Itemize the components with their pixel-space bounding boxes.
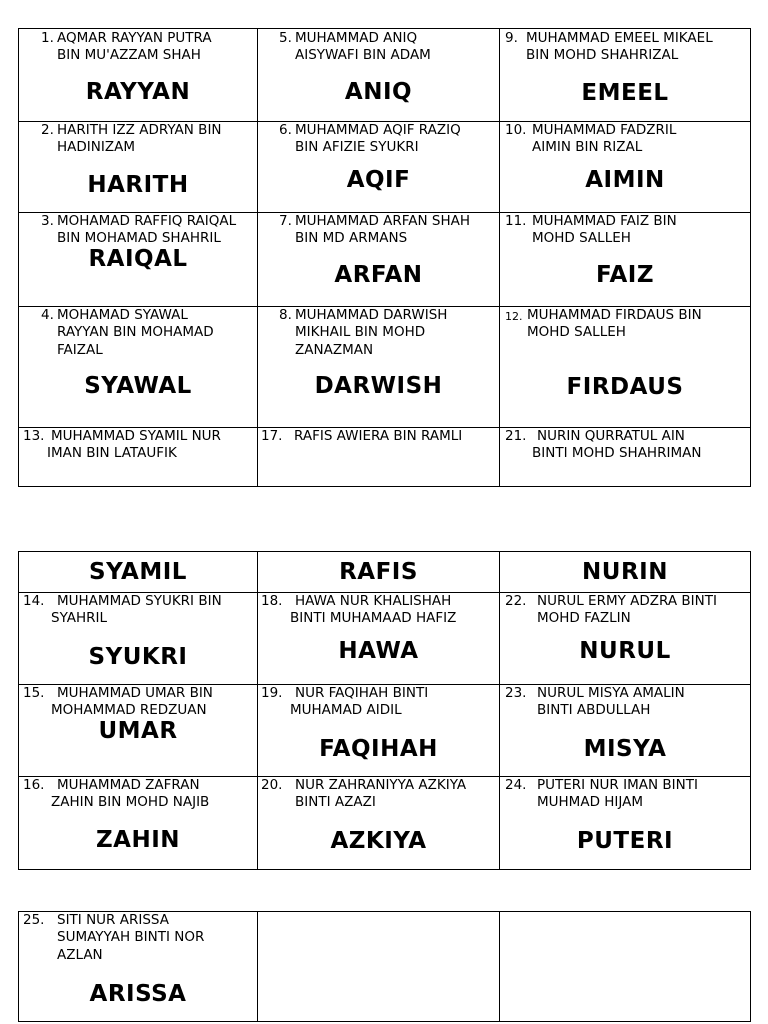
student-number: 9.	[505, 30, 518, 46]
student-number: 6.	[279, 122, 292, 138]
student-full-name: MUHAMMAD SYAMIL NUR IMAN BIN LATAUFIK	[47, 428, 221, 462]
name-card	[500, 29, 751, 122]
student-nickname: RAIQAL	[88, 246, 188, 272]
student-full-name: MUHAMMAD ZAFRAN ZAHIN BIN MOHD NAJIB	[51, 777, 210, 811]
student-nickname: SYUKRI	[88, 644, 188, 670]
student-nickname: AQIF	[346, 167, 411, 193]
student-nickname: AIMIN	[585, 167, 665, 193]
student-nickname: UMAR	[98, 718, 178, 744]
student-full-name: NURIN QURRATUL AIN BINTI MOHD SHAHRIMAN	[532, 428, 702, 462]
student-number: 7.	[279, 213, 292, 229]
name-card-table-3	[18, 911, 751, 1022]
student-nickname: FAQIHAH	[319, 736, 438, 762]
student-number: 10.	[505, 122, 527, 138]
student-nickname: AZKIYA	[330, 828, 427, 854]
name-card	[258, 777, 500, 870]
name-card	[500, 307, 751, 428]
student-full-name: MUHAMMAD FIRDAUS BIN MOHD SALLEH	[527, 307, 702, 341]
student-full-name: MOHAMAD RAFFIQ RAIQAL BIN MOHAMAD SHAHRIL	[57, 213, 237, 247]
student-number: 21.	[505, 428, 527, 444]
name-card	[500, 428, 751, 487]
student-number: 1.	[41, 30, 54, 46]
student-number: 11.	[505, 213, 527, 229]
student-full-name: MUHAMMAD EMEEL MIKAEL BIN MOHD SHAHRIZAL	[526, 30, 713, 64]
student-number: 13.	[23, 428, 45, 444]
name-card	[500, 593, 751, 685]
name-card	[19, 122, 258, 213]
student-full-name: MUHAMMAD FADZRIL AIMIN BIN RIZAL	[532, 122, 677, 156]
student-nickname: MISYA	[583, 736, 667, 762]
student-nickname: HAWA	[338, 638, 419, 664]
name-card	[19, 685, 258, 777]
name-card	[500, 777, 751, 870]
name-card	[19, 777, 258, 870]
student-nickname: ARISSA	[89, 981, 187, 1007]
student-full-name: MUHAMMAD SYUKRI BIN SYAHRIL	[51, 593, 222, 627]
student-number: 8.	[279, 307, 292, 323]
student-nickname: RAFIS	[339, 559, 418, 585]
student-full-name: SITI NUR ARISSA SUMAYYAH BINTI NOR AZLAN	[57, 912, 205, 963]
name-card	[500, 122, 751, 213]
name-card-table-1	[18, 28, 751, 487]
name-card	[258, 593, 500, 685]
student-number: 19.	[261, 685, 283, 701]
name-card	[19, 912, 258, 1022]
student-full-name: MUHAMMAD DARWISH MIKHAIL BIN MOHD ZANAZMAN	[295, 307, 448, 358]
student-full-name: NUR FAQIHAH BINTI MUHAMAD AIDIL	[290, 685, 429, 719]
student-full-name: AQMAR RAYYAN PUTRA BIN MU'AZZAM SHAH	[57, 30, 212, 64]
student-full-name: MUHAMMAD ARFAN SHAH BIN MD ARMANS	[295, 213, 471, 247]
student-number: 24.	[505, 777, 527, 793]
student-number: 12.	[505, 310, 523, 323]
student-full-name: MUHAMMAD FAIZ BIN MOHD SALLEH	[532, 213, 677, 247]
name-card	[258, 428, 500, 487]
student-nickname: RAYYAN	[85, 79, 191, 105]
name-card	[258, 213, 500, 307]
student-nickname: HARITH	[87, 172, 189, 198]
student-full-name: NUR ZAHRANIYYA AZKIYA BINTI AZAZI	[295, 777, 467, 811]
name-card-table-2	[18, 551, 751, 870]
student-number: 2.	[41, 122, 54, 138]
student-nickname: PUTERI	[576, 828, 674, 854]
student-nickname: NURIN	[582, 559, 668, 585]
student-number: 23.	[505, 685, 527, 701]
student-nickname: ANIQ	[344, 79, 413, 105]
nickname-card	[500, 552, 751, 593]
student-number: 22.	[505, 593, 527, 609]
student-number: 17.	[261, 428, 283, 444]
student-number: 15.	[23, 685, 45, 701]
student-nickname: DARWISH	[314, 373, 443, 399]
student-full-name: MUHAMMAD AQIF RAZIQ BIN AFIZIE SYUKRI	[295, 122, 461, 156]
name-card	[19, 593, 258, 685]
student-full-name: HARITH IZZ ADRYAN BIN HADINIZAM	[57, 122, 222, 156]
student-full-name: MUHAMMAD UMAR BIN MOHAMMAD REDZUAN	[51, 685, 213, 719]
name-card	[258, 307, 500, 428]
student-nickname: ZAHIN	[95, 827, 181, 853]
student-nickname: ARFAN	[334, 262, 423, 288]
name-card	[500, 685, 751, 777]
student-number: 20.	[261, 777, 283, 793]
name-card	[258, 685, 500, 777]
name-card	[19, 29, 258, 122]
empty-card	[258, 912, 500, 1022]
student-nickname: FIRDAUS	[566, 374, 684, 400]
empty-card	[500, 912, 751, 1022]
student-number: 5.	[279, 30, 292, 46]
student-nickname: EMEEL	[581, 80, 669, 106]
student-nickname: NURUL	[579, 638, 671, 664]
nickname-card	[258, 552, 500, 593]
student-number: 4.	[41, 307, 54, 323]
name-card	[500, 213, 751, 307]
name-card	[19, 213, 258, 307]
student-full-name: NURUL ERMY ADZRA BINTI MOHD FAZLIN	[537, 593, 717, 627]
student-nickname: SYAWAL	[84, 373, 192, 399]
student-full-name: MUHAMMAD ANIQ AISYWAFI BIN ADAM	[295, 30, 431, 64]
student-full-name: MOHAMAD SYAWAL RAYYAN BIN MOHAMAD FAIZAL	[57, 307, 214, 358]
student-number: 14.	[23, 593, 45, 609]
student-full-name: NURUL MISYA AMALIN BINTI ABDULLAH	[537, 685, 685, 719]
student-number: 25.	[23, 912, 45, 928]
student-full-name: RAFIS AWIERA BIN RAMLI	[294, 428, 463, 444]
student-number: 16.	[23, 777, 45, 793]
student-number: 3.	[41, 213, 54, 229]
name-card	[258, 122, 500, 213]
nickname-card	[19, 552, 258, 593]
student-full-name: PUTERI NUR IMAN BINTI MUHMAD HIJAM	[537, 777, 698, 811]
student-number: 18.	[261, 593, 283, 609]
name-card	[19, 307, 258, 428]
name-card	[19, 428, 258, 487]
student-full-name: HAWA NUR KHALISHAH BINTI MUHAMAAD HAFIZ	[290, 593, 457, 627]
student-nickname: FAIZ	[595, 262, 655, 288]
name-card	[258, 29, 500, 122]
student-nickname: SYAMIL	[89, 559, 187, 585]
